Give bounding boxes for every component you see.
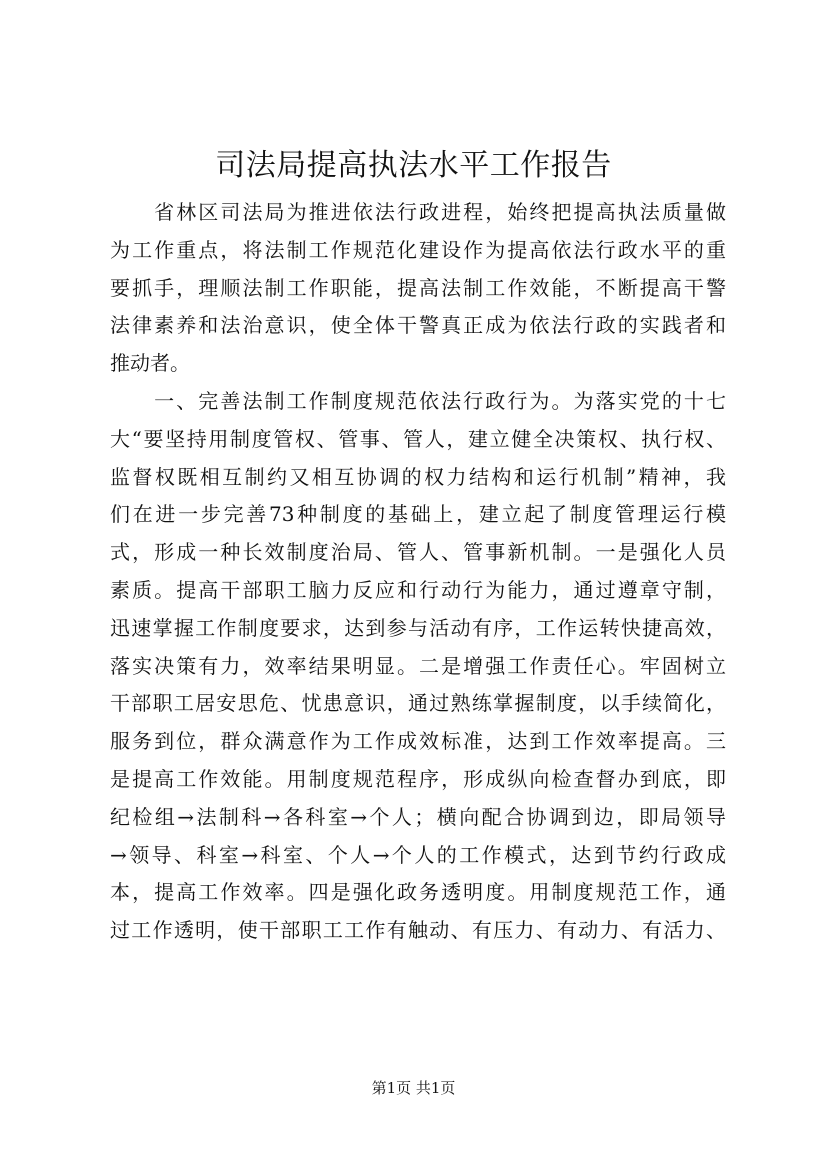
- paragraph-2-line-6: 素质。提高干部职工脑力反应和行动行为能力，通过遵章守制，: [110, 577, 726, 602]
- paragraph-1-line-3: 要抓手，理顺法制工作职能，提高法制工作效能，不断提高干警: [110, 275, 726, 300]
- paragraph-2-line-11: 是提高工作效能。用制度规范程序，形成纵向检查督办到底，即: [110, 766, 726, 791]
- page-number-footer: 第1页 共1页: [371, 1079, 456, 1097]
- paragraph-2-line-4: 们在进一步完善73种制度的基础上，建立起了制度管理运行模: [110, 502, 726, 527]
- paragraph-1-line-4: 法律素养和法治意识，使全体干警真正成为依法行政的实践者和: [110, 313, 726, 338]
- paragraph-2-line-10: 服务到位，群众满意作为工作成效标准，达到工作效率提高。三: [110, 729, 726, 754]
- paragraph-2-line-12: 纪检组→法制科→各科室→个人；横向配合协调到边，即局领导: [110, 804, 726, 829]
- paragraph-1-line-5: 推动者。: [110, 351, 190, 376]
- document-title: 司法局提高执法水平工作报告: [215, 148, 612, 183]
- paragraph-2-line-3: 监督权既相互制约又相互协调的权力结构和运行机制”精神，我: [110, 464, 726, 489]
- paragraph-2-line-14: 本，提高工作效率。四是强化政务透明度。用制度规范工作，通: [110, 880, 726, 905]
- paragraph-2-line-8: 落实决策有力，效率结果明显。二是增强工作责任心。牢固树立: [110, 653, 726, 678]
- document-body: [110, 194, 726, 950]
- paragraph-2-line-7: 迅速掌握工作制度要求，达到参与活动有序，工作运转快捷高效，: [110, 615, 726, 640]
- paragraph-2-line-15: 过工作透明，使干部职工工作有触动、有压力、有动力、有活力、: [110, 918, 726, 943]
- paragraph-2-line-5: 式，形成一种长效制度治局、管人、管事新机制。一是强化人员: [110, 540, 726, 565]
- paragraph-2-line-2: 大“要坚持用制度管权、管事、管人，建立健全决策权、执行权、: [110, 426, 726, 451]
- paragraph-2-line-1: 一、完善法制工作制度规范依法行政行为。为落实党的十七: [110, 388, 726, 413]
- paragraph-2-line-9: 干部职工居安思危、忧患意识，通过熟练掌握制度，以手续简化，: [110, 691, 726, 716]
- paragraph-2-line-13: →领导、科室→科室、个人→个人的工作模式，达到节约行政成: [110, 842, 726, 867]
- paragraph-1-line-1: 省林区司法局为推进依法行政进程，始终把提高执法质量做: [110, 200, 726, 224]
- paragraph-1-line-2: 为工作重点，将法制工作规范化建设作为提高依法行政水平的重: [110, 237, 726, 262]
